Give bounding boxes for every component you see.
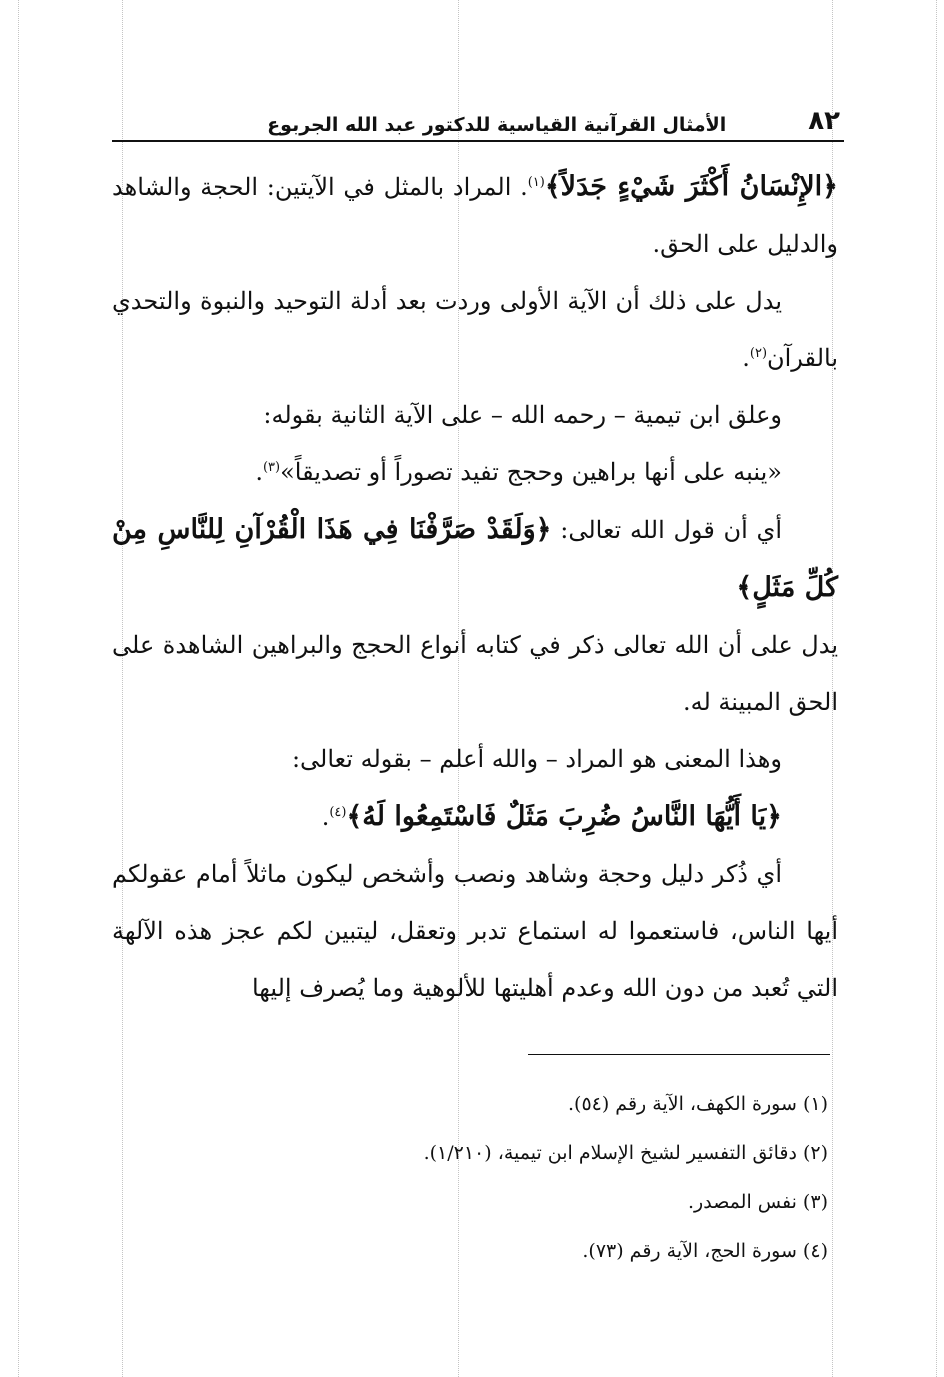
footnote-ref: (٢) [749, 346, 768, 361]
paragraph-text: يدل على أن الله تعالى ذكر في كتابه أنواع الحجج والبراهين الشاهدة على الحق المبينة له. [112, 631, 838, 716]
paragraph [112, 501, 838, 617]
paragraph [112, 387, 838, 444]
footnote: (٣) نفس المصدر. [688, 1191, 828, 1213]
page-number: ٨٢ [808, 106, 840, 136]
paragraph-text: أي ذُكر دليل وحجة وشاهد ونصب وأشخص ليكون ماثلاً أمام عقولكم أيها الناس، فاستعموا له استماع تدبر وتعقل، ليتبين لكم عجز هذه الآلهة التي تُعبد من دون الله وعدم أهليتها للألوهية وما يُصرف إليها [112, 860, 838, 1002]
paragraph [112, 617, 838, 731]
paragraph [112, 788, 838, 846]
quran-verse: ﴿يَا أَيُّهَا النَّاسُ ضُرِبَ مَثَلٌ فَاسْتَمِعُوا لَهُ﴾ [346, 801, 782, 832]
footnote-ref: (٣) [262, 460, 281, 475]
page-guide-line [18, 0, 19, 1377]
footnote-ref: (١) [527, 175, 545, 190]
paragraph-text: أي أن قول الله تعالى: [551, 516, 783, 544]
quran-verse: ﴿وَلَقَدْ صَرَّفْنَا فِي هَذَا الْقُرْآنِ لِلنَّاسِ مِنْ كُلِّ مَثَلٍ﴾ [112, 514, 838, 603]
paragraph-text: وعلق ابن تيمية – رحمه الله – على الآية الثانية بقوله: [263, 401, 782, 429]
footnote-ref: (٤) [329, 805, 347, 820]
quotation-text: «ينبه على أنها براهين وحجج تفيد تصوراً أو تصديقاً» [280, 458, 782, 486]
footnote: (٢) دقائق التفسير لشيخ الإسلام ابن تيمية، (١/٢١٠). [423, 1142, 828, 1164]
paragraph-text: يدل على ذلك أن الآية الأولى وردت بعد أدلة التوحيد والنبوة والتحدي بالقرآن [112, 287, 838, 372]
paragraph [112, 846, 838, 1017]
paragraph-text: . المراد بالمثل في الآيتين: الحجة والشاهد والدليل على الحق. [112, 173, 838, 258]
footnote: (٤) سورة الحج، الآية رقم (٧٣). [582, 1240, 828, 1262]
book-page [112, 96, 844, 1017]
paragraph [112, 731, 838, 788]
page-body [112, 158, 844, 1017]
paragraph-end: . [255, 458, 263, 486]
page-guide-line [936, 0, 937, 1377]
footnote-separator [528, 1054, 830, 1055]
quotation [112, 444, 838, 501]
quran-verse: ﴿الإِنْسَانُ أَكْثَرَ شَيْءٍ جَدَلاً﴾ [544, 171, 839, 202]
running-head: الأمثال القرآنية القياسية للدكتور عبد الله الجربوع [267, 114, 727, 136]
page-header [112, 96, 844, 142]
paragraph [112, 273, 838, 387]
footnotes [300, 1080, 828, 1276]
paragraph-text: وهذا المعنى هو المراد – والله أعلم – بقوله تعالى: [291, 745, 782, 773]
footnote: (١) سورة الكهف، الآية رقم (٥٤). [567, 1093, 828, 1115]
paragraph-end: . [321, 803, 330, 831]
paragraph [112, 158, 838, 273]
paragraph-end: . [742, 344, 750, 372]
